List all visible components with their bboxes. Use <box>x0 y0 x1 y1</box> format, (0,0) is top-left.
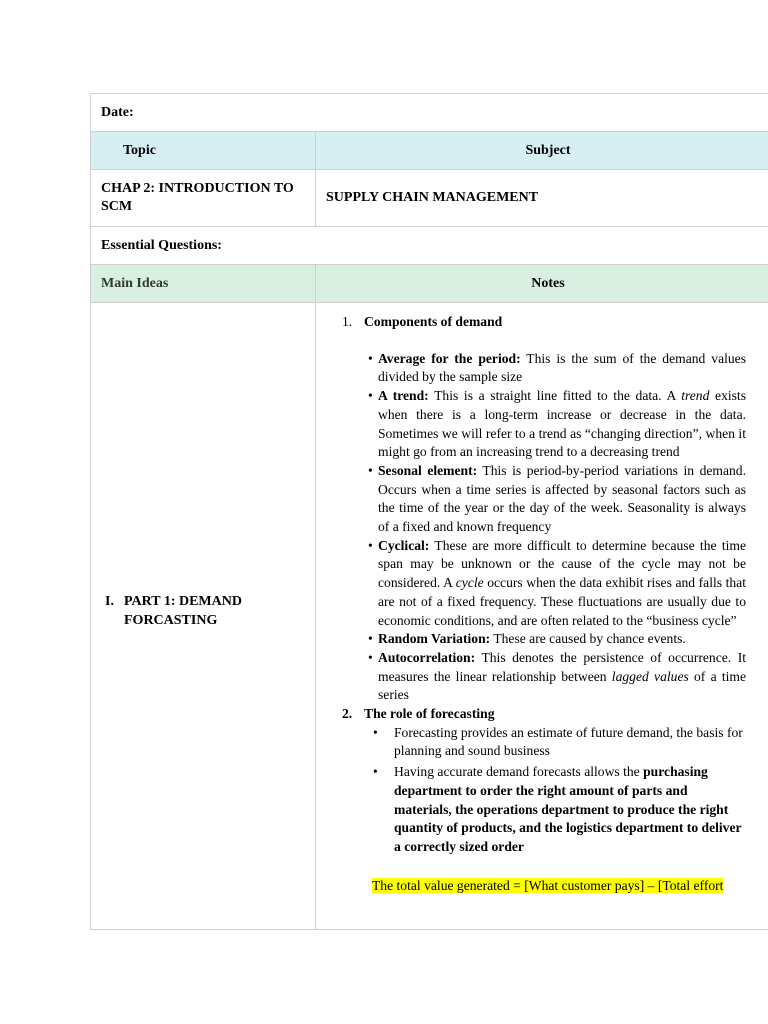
list-item: • Average for the period: This is the sum of the demand values divided by the sample size <box>348 350 746 387</box>
cornell-notes-table <box>90 93 768 930</box>
components-list <box>348 350 746 705</box>
main-idea <box>91 592 315 630</box>
main-idea-numeral: I. <box>105 594 114 609</box>
section-1-heading: 1. Components of demand <box>342 314 503 329</box>
topic-header <box>91 132 316 170</box>
list-item: • Having accurate demand forecasts allows the purchasing department to order the right amount of parts and materials, the operations department to produce the right quantity of products, and the logistics department to deliver a correctly sized order <box>348 763 746 857</box>
notes-content <box>342 313 746 895</box>
subject-value-cell <box>316 170 768 227</box>
essential-questions-cell <box>91 227 768 265</box>
highlighted-formula: The total value generated = [What customer pays] – [Total effort <box>372 877 724 893</box>
list-item: • Sesonal element: This is period-by-period variations in demand. Occurs when a time series is affected by seasonal factors such as the time of the year or the day of the week. Seasonality is always of a fixed and known frequency <box>348 462 746 537</box>
main-ideas-label: Main Ideas <box>101 275 169 291</box>
list-item: • Forecasting provides an estimate of future demand, the basis for planning and sound business <box>348 724 746 761</box>
topic-label: Topic <box>123 142 156 158</box>
subject-label: Subject <box>525 142 571 158</box>
main-idea-cell <box>91 303 316 930</box>
subject-header <box>316 132 768 170</box>
section-2-heading: 2. The role of forecasting <box>342 706 495 722</box>
main-ideas-header <box>91 265 316 303</box>
list-item: • Cyclical: These are more difficult to determine because the time span may be unknown or the cause of the cycle may not be considered. A cycle occurs when the data exhibit rises and falls that are not of a fixed frequency. These fluctuations are usually due to economic conditions, and are often related to the “business cycle” <box>348 537 746 631</box>
date-cell <box>91 94 768 132</box>
list-item: • Random Variation: These are caused by chance events. <box>348 630 746 649</box>
notes-cell <box>316 303 768 930</box>
topic-value-cell <box>91 170 316 227</box>
forecasting-list <box>348 724 746 857</box>
date-label: Date: <box>101 104 134 120</box>
main-idea-title: PART 1: DEMAND FORCASTING <box>124 594 242 628</box>
notes-header <box>316 265 768 303</box>
notes-label: Notes <box>531 275 565 291</box>
list-item: • A trend: This is a straight line fitted to the data. A trend exists when there is a long-term increase or decrease in the data. Sometimes we will refer to a trend as “changing direction”, when it might go from an increasing trend to a decreasing trend <box>348 387 746 462</box>
topic-value: CHAP 2: INTRODUCTION TO SCM <box>101 181 294 214</box>
list-item: • Autocorrelation: This denotes the persistence of occurrence. It measures the linear relationship between lagged values of a time series <box>348 649 746 705</box>
subject-value: SUPPLY CHAIN MANAGEMENT <box>326 190 539 205</box>
essential-questions-label: Essential Questions: <box>101 237 222 253</box>
